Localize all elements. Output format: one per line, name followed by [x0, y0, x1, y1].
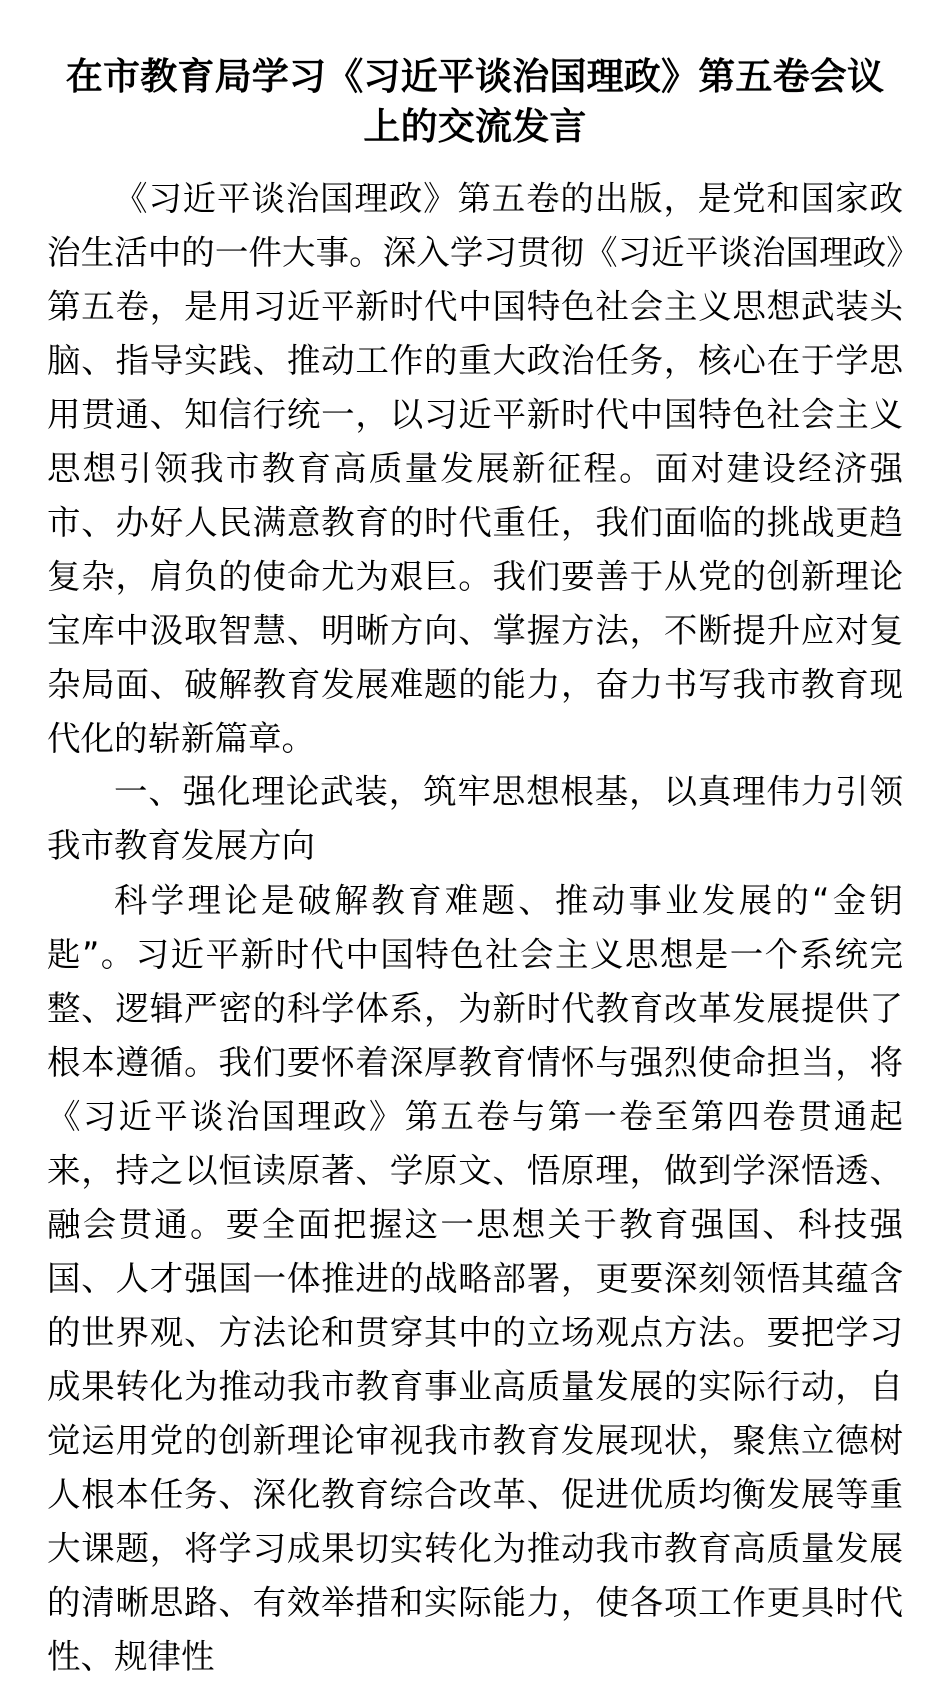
document-body	[47, 152, 903, 1684]
page-title: 在市教育局学习《习近平谈治国理政》第五卷会议上的交流发言	[65, 55, 885, 148]
body-paragraph: 科学理论是破解教育难题、推动事业发展的“金钥匙”。习近平新时代中国特色社会主义思想是一个系统完整、逻辑严密的科学体系，为新时代教育改革发展提供了根本遵循。我们要怀着深厚教育情怀与强烈使命担当，将《习近平谈治国理政》第五卷与第一卷至第四卷贯通起来，持之以恒读原著、学原文、悟原理，做到学深悟透、融会贯通。要全面把握这一思想关于教育强国、科技强国、人才强国一体推进的战略部署，更要深刻领悟其蕴含的世界观、方法论和贯穿其中的立场观点方法。要把学习成果转化为推动我市教育事业高质量发展的实际行动，自觉运用党的创新理论审视我市教育发展现状，聚焦立德树人根本任务、深化教育综合改革、促进优质均衡发展等重大课题，将学习成果切实转化为推动我市教育高质量发展的清晰思路、有效举措和实际能力，使各项工作更具时代性、规律性	[47, 881, 903, 1676]
body-paragraph: 《习近平谈治国理政》第五卷的出版，是党和国家政治生活中的一件大事。深入学习贯彻《习近平谈治国理政》第五卷，是用习近平新时代中国特色社会主义思想武装头脑、指导实践、推动工作的重大政治任务，核心在于学思用贯通、知信行统一，以习近平新时代中国特色社会主义思想引领我市教育高质量发展新征程。面对建设经济强市、办好人民满意教育的时代重任，我们面临的挑战更趋复杂，肩负的使命尤为艰巨。我们要善于从党的创新理论宝库中汲取智慧、明晰方向、掌握方法，不断提升应对复杂局面、破解教育发展难题的能力，奋力书写我市教育现代化的崭新篇章。	[47, 179, 903, 758]
section-heading-one: 一、强化理论武装，筑牢思想根基，以真理伟力引领我市教育发展方向	[47, 774, 903, 865]
